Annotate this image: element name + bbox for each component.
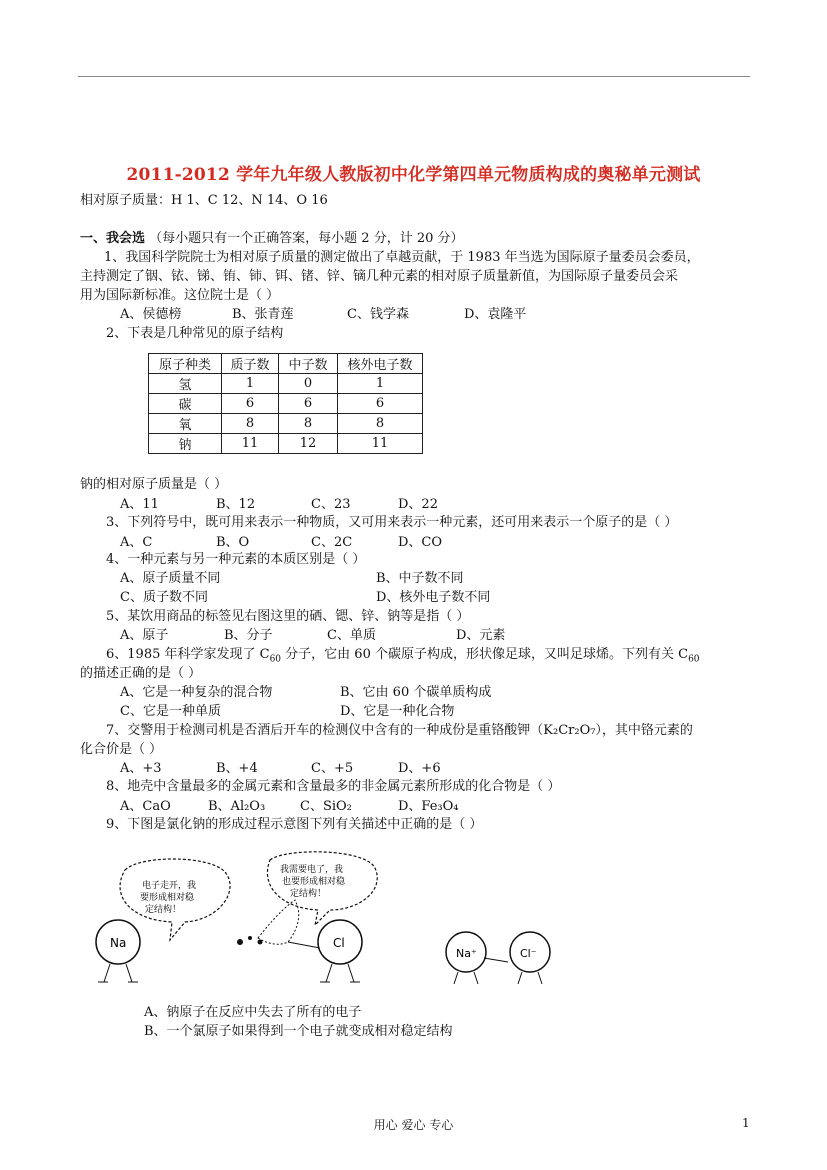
na-speech-bubble — [120, 859, 230, 940]
q7-option-b: B、+4 — [216, 761, 258, 776]
na-label: Na — [110, 936, 127, 950]
q3-option-a: A、C — [120, 535, 153, 550]
q7-line2: 化合价是（ ） — [80, 742, 163, 757]
table-cell: 11 — [338, 434, 423, 454]
q7-option-a: A、+3 — [120, 761, 162, 776]
q3-option-c: C、2C — [311, 535, 353, 550]
table-cell: 1 — [222, 374, 279, 394]
table-cell: 1 — [338, 374, 423, 394]
q7-option-d: D、+6 — [398, 761, 441, 776]
cl-ion-character — [510, 932, 550, 984]
atomic-mass-line: 相对原子质量：H 1、C 12、N 14、O 16 — [80, 193, 328, 208]
table-cell: 8 — [222, 414, 279, 434]
table-cell: 6 — [338, 394, 423, 414]
q2-option-c: C、23 — [311, 497, 351, 512]
table-cell: 8 — [279, 414, 338, 434]
q2-option-d: D、22 — [398, 497, 438, 512]
q6-text-a: 6、1985 年科学家发现了 C — [106, 647, 270, 662]
page-footer: 用心 爱心 专心 — [373, 1118, 454, 1132]
table-row — [149, 414, 423, 434]
table-cell: 6 — [279, 394, 338, 414]
q5-option-b: B、分子 — [224, 628, 273, 643]
table-header: 核外电子数 — [338, 354, 423, 374]
table-row — [149, 394, 423, 414]
table-cell: 碳 — [149, 394, 222, 414]
q4-option-b: B、中子数不同 — [376, 571, 464, 586]
q5-stem: 5、某饮用商品的标签见右图这里的硒、锶、锌、钠等是指（ ） — [106, 609, 470, 624]
q1-line3: 用为国际新标准。这位院士是（ ） — [80, 288, 280, 303]
q8-option-b: B、Al₂O₃ — [208, 799, 266, 814]
q4-option-a: A、原子质量不同 — [120, 571, 221, 586]
table-row — [149, 434, 423, 454]
q5-option-a: A、原子 — [120, 628, 169, 643]
q9-option-b: B、一个氯原子如果得到一个电子就变成相对稳定结构 — [144, 1024, 453, 1039]
cl-atom-character — [318, 920, 362, 982]
q7-option-c: C、+5 — [311, 761, 354, 776]
cl-ion-label: Cl⁻ — [520, 947, 537, 960]
c60-subscript: 60 — [688, 654, 700, 665]
na-ion-label: Na⁺ — [456, 947, 477, 960]
q6-option-d: D、它是一种化合物 — [340, 704, 455, 719]
section-note: （每小题只有一个正确答案，每小题 2 分，计 20 分） — [149, 231, 464, 246]
table-cell: 6 — [222, 394, 279, 414]
q1-option-a: A、侯德榜 — [120, 307, 182, 322]
cl-speech-bubble — [267, 852, 377, 925]
table-header: 中子数 — [279, 354, 338, 374]
q7-line1: 7、交警用于检测司机是否酒后开车的检测仪中含有的一种成份是重铬酸钾（K₂Cr₂O₇），其中铬元素的 — [106, 723, 693, 738]
q4-stem: 4、一种元素与另一种元素的本质区别是（ ） — [106, 552, 366, 567]
table-header: 原子种类 — [149, 354, 222, 374]
table-cell: 8 — [338, 414, 423, 434]
q6-option-a: A、它是一种复杂的混合物 — [120, 685, 273, 700]
q1-option-b: B、张青莲 — [232, 307, 294, 322]
q3-option-b: B、O — [216, 535, 250, 550]
q5-option-d: D、元素 — [456, 628, 506, 643]
q8-option-d: D、Fe₃O₄ — [398, 799, 459, 814]
q8-stem: 8、地壳中含量最多的金属元素和含量最多的非金属元素所形成的化合物是（ ） — [106, 779, 561, 794]
q1-line2: 主持测定了铟、铱、锑、铕、铈、铒、锗、锌、镝几种元素的相对原子质量新值，为国际原子量委员会采 — [80, 269, 679, 284]
q2-option-a: A、11 — [120, 497, 159, 512]
header-rule — [78, 76, 750, 77]
q1-line1: 1、我国科学院院士为相对原子质量的测定做出了卓越贡献，于 1983 年当选为国际原子量委员会委员， — [104, 250, 700, 265]
table-header-row — [149, 354, 423, 374]
cl-bubble-text: 我需要电了，我 也要形成相对稳 定结构！ — [280, 865, 346, 899]
cl-label: Cl — [333, 936, 345, 950]
q1-option-d: D、袁隆平 — [464, 307, 527, 322]
q2-question: 钠的相对原子质量是（ ） — [80, 477, 228, 492]
table-cell: 12 — [279, 434, 338, 454]
q6-option-b: B、它由 60 个碳单质构成 — [340, 685, 492, 700]
q3-stem: 3、下列符号中，既可用来表示一种物质，又可用来表示一种元素，还可用来表示一个原子的是（ ） — [106, 515, 678, 530]
table-cell: 氢 — [149, 374, 222, 394]
section-heading — [80, 230, 464, 248]
q5-option-c: C、单质 — [327, 628, 376, 643]
na-bubble-text: 电子走开，我 要形成相对稳 定结构！ — [140, 881, 197, 915]
table-cell: 11 — [222, 434, 279, 454]
q9-option-a: A、钠原子在反应中失去了所有的电子 — [144, 1005, 362, 1020]
q8-option-c: C、SiO₂ — [300, 799, 352, 814]
q2-stem: 2、下表是几种常见的原子结构 — [106, 326, 284, 341]
q2-option-b: B、12 — [216, 497, 256, 512]
na-ion-character — [446, 932, 508, 984]
atom-structure-table — [148, 353, 423, 454]
table-cell: 氧 — [149, 414, 222, 434]
q8-option-a: A、CaO — [120, 799, 171, 814]
q9-stem: 9、下图是氯化钠的形成过程示意图下列有关描述中正确的是（ ） — [106, 817, 483, 832]
table-header: 质子数 — [222, 354, 279, 374]
page-number: 1 — [742, 1116, 750, 1130]
q1-option-c: C、钱学森 — [347, 307, 409, 322]
table-cell: 钠 — [149, 434, 222, 454]
q4-option-c: C、质子数不同 — [120, 590, 208, 605]
q6-line2: 的描述正确的是（ ） — [80, 666, 202, 681]
c60-subscript: 60 — [269, 654, 282, 665]
na-atom-character — [96, 920, 140, 982]
q6-text-b: 分子，它由 60 个碳原子构成，形状像足球，又叫足球烯。下列有关 C — [281, 647, 689, 662]
q6-option-c: C、它是一种单质 — [120, 704, 221, 719]
table-row — [149, 374, 423, 394]
q3-option-d: D、CO — [398, 535, 443, 550]
document-title: 2011-2012 学年九年级人教版初中化学第四单元物质构成的奥秘单元测试 — [126, 165, 701, 185]
nacl-formation-illustration — [90, 850, 610, 990]
table-cell: 0 — [279, 374, 338, 394]
q4-option-d: D、核外电子数不同 — [376, 590, 491, 605]
section-title: 一、我会选 — [80, 231, 146, 246]
